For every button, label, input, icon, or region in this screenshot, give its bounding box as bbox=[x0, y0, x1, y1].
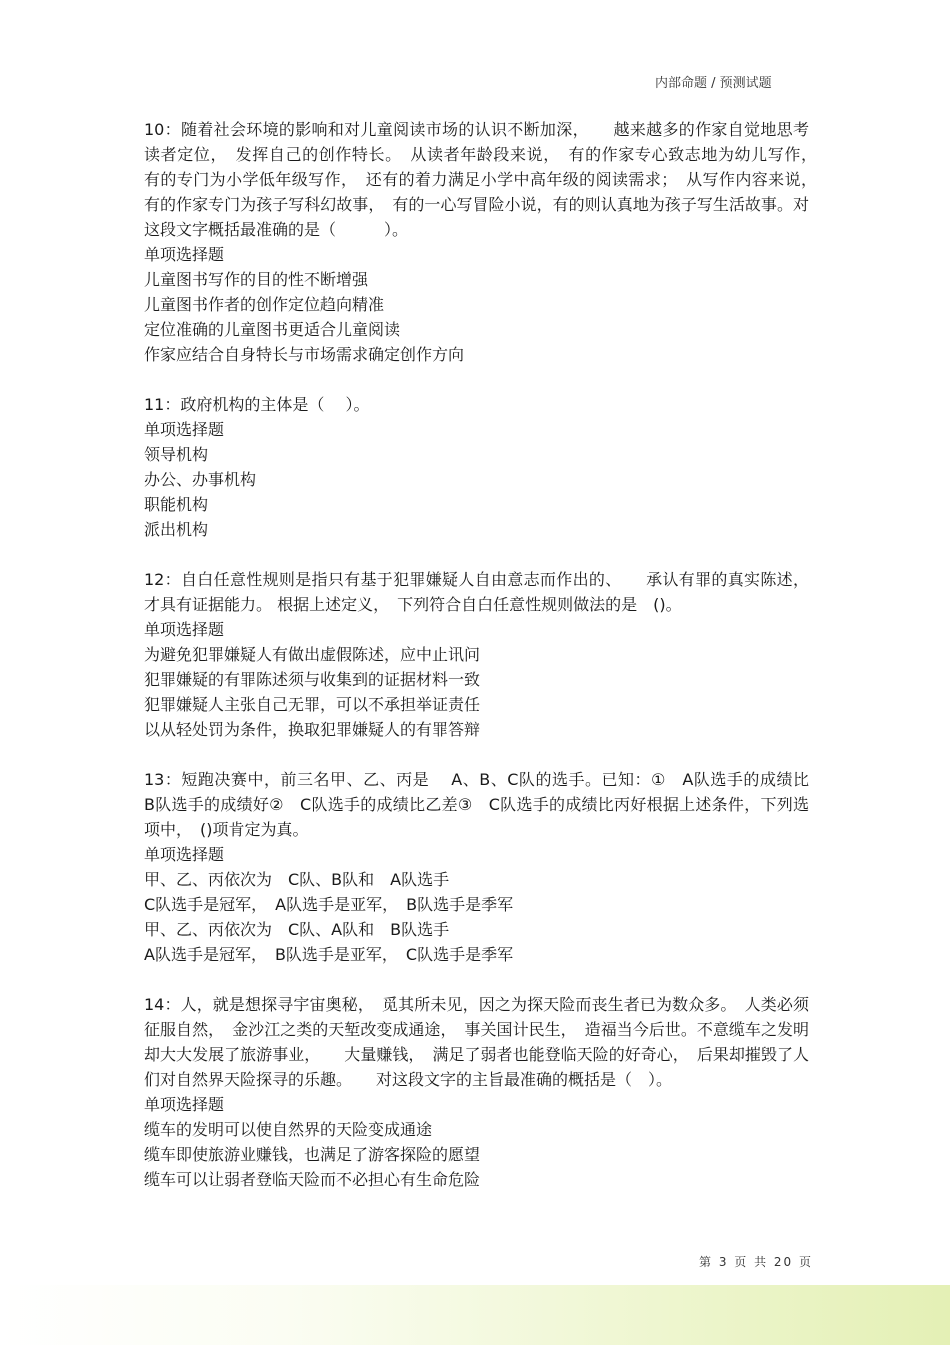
question-stem: 12：自白任意性规则是指只有基于犯罪嫌疑人自由意志而作出的、 承认有罪的真实陈述，才具有证据能力。 根据上述定义， 下列符合自白任意性规则做法的是 ()。 bbox=[144, 570, 809, 614]
option: 为避免犯罪嫌疑人有做出虚假陈述，应中止讯问 bbox=[144, 645, 481, 664]
question-14 bbox=[144, 992, 809, 1192]
question-stem: 11：政府机构的主体是（ ）。 bbox=[144, 395, 370, 414]
option: 办公、办事机构 bbox=[144, 470, 257, 489]
question-11 bbox=[144, 392, 809, 542]
option: 以从轻处罚为条件，换取犯罪嫌疑人的有罪答辩 bbox=[144, 720, 481, 739]
question-12 bbox=[144, 567, 809, 742]
question-type: 单项选择题 bbox=[144, 620, 225, 639]
option: A队选手是冠军， B队选手是亚军， C队选手是季军 bbox=[144, 945, 514, 964]
page-number: 第 3 页 共 20 页 bbox=[699, 1255, 813, 1269]
option: 定位准确的儿童图书更适合儿童阅读 bbox=[144, 320, 401, 339]
option: 派出机构 bbox=[144, 520, 209, 539]
option: 儿童图书作者的创作定位趋向精准 bbox=[144, 295, 385, 314]
option: 儿童图书写作的目的性不断增强 bbox=[144, 270, 369, 289]
option: 犯罪嫌疑人主张自己无罪，可以不承担举证责任 bbox=[144, 695, 481, 714]
question-type: 单项选择题 bbox=[144, 245, 225, 264]
option: 作家应结合自身特长与市场需求确定创作方向 bbox=[144, 345, 465, 364]
question-type: 单项选择题 bbox=[144, 420, 225, 439]
question-type: 单项选择题 bbox=[144, 1095, 225, 1114]
question-type: 单项选择题 bbox=[144, 845, 225, 864]
option: 犯罪嫌疑的有罪陈述须与收集到的证据材料一致 bbox=[144, 670, 481, 689]
option: 甲、乙、丙依次为 C队、A队和 B队选手 bbox=[144, 920, 450, 939]
page-header: 内部命题 / 预测试题 bbox=[655, 76, 772, 91]
question-stem: 14：人，就是想探寻宇宙奥秘， 觅其所未见，因之为探天险而丧生者已为数众多。 人类必须征服自然， 金沙江之类的天堑改变成通途， 事关国计民生， 造福当今后世。不意缆车之发明却大大发展了旅游事业， 大量赚钱， 满足了弱者也能登临天险的好奇心， 后果却摧毁了人们对自然界天险探寻的乐趣。 对这段文字的主旨最准确的概括是（ ）。 bbox=[144, 995, 809, 1089]
option: C队选手是冠军， A队选手是亚军， B队选手是季军 bbox=[144, 895, 514, 914]
question-13 bbox=[144, 767, 826, 967]
option: 缆车的发明可以使自然界的天险变成通途 bbox=[144, 1120, 433, 1139]
option: 甲、乙、丙依次为 C队、B队和 A队选手 bbox=[144, 870, 450, 889]
question-list bbox=[144, 117, 826, 1217]
option: 缆车可以让弱者登临天险而不必担心有生命危险 bbox=[144, 1170, 481, 1189]
question-stem: 10：随着社会环境的影响和对儿童阅读市场的认识不断加深， 越来越多的作家自觉地思考读者定位， 发挥自己的创作特长。 从读者年龄段来说， 有的作家专心致志地为幼儿写作， 有的专门为小学低年级写作， 还有的着力满足小学中高年级的阅读需求； 从写作内容来说， 有的作家专门为孩子写科幻故事， 有的一心写冒险小说，有的则认真地为孩子写生活故事。对这段文字概括最准确的是（ ）。 bbox=[144, 120, 826, 239]
question-stem: 13：短跑决赛中，前三名甲、乙、丙是 A、B、C队的选手。已知：① A队选手的成绩比 B队选手的成绩好② C队选手的成绩比乙差③ C队选手的成绩比丙好根据上述条件，下列选项中， ()项肯定为真。 bbox=[144, 770, 826, 839]
option: 职能机构 bbox=[144, 495, 209, 514]
decorative-band bbox=[0, 1285, 950, 1345]
option: 缆车即使旅游业赚钱，也满足了游客探险的愿望 bbox=[144, 1145, 481, 1164]
question-10 bbox=[144, 117, 826, 367]
option: 领导机构 bbox=[144, 445, 209, 464]
